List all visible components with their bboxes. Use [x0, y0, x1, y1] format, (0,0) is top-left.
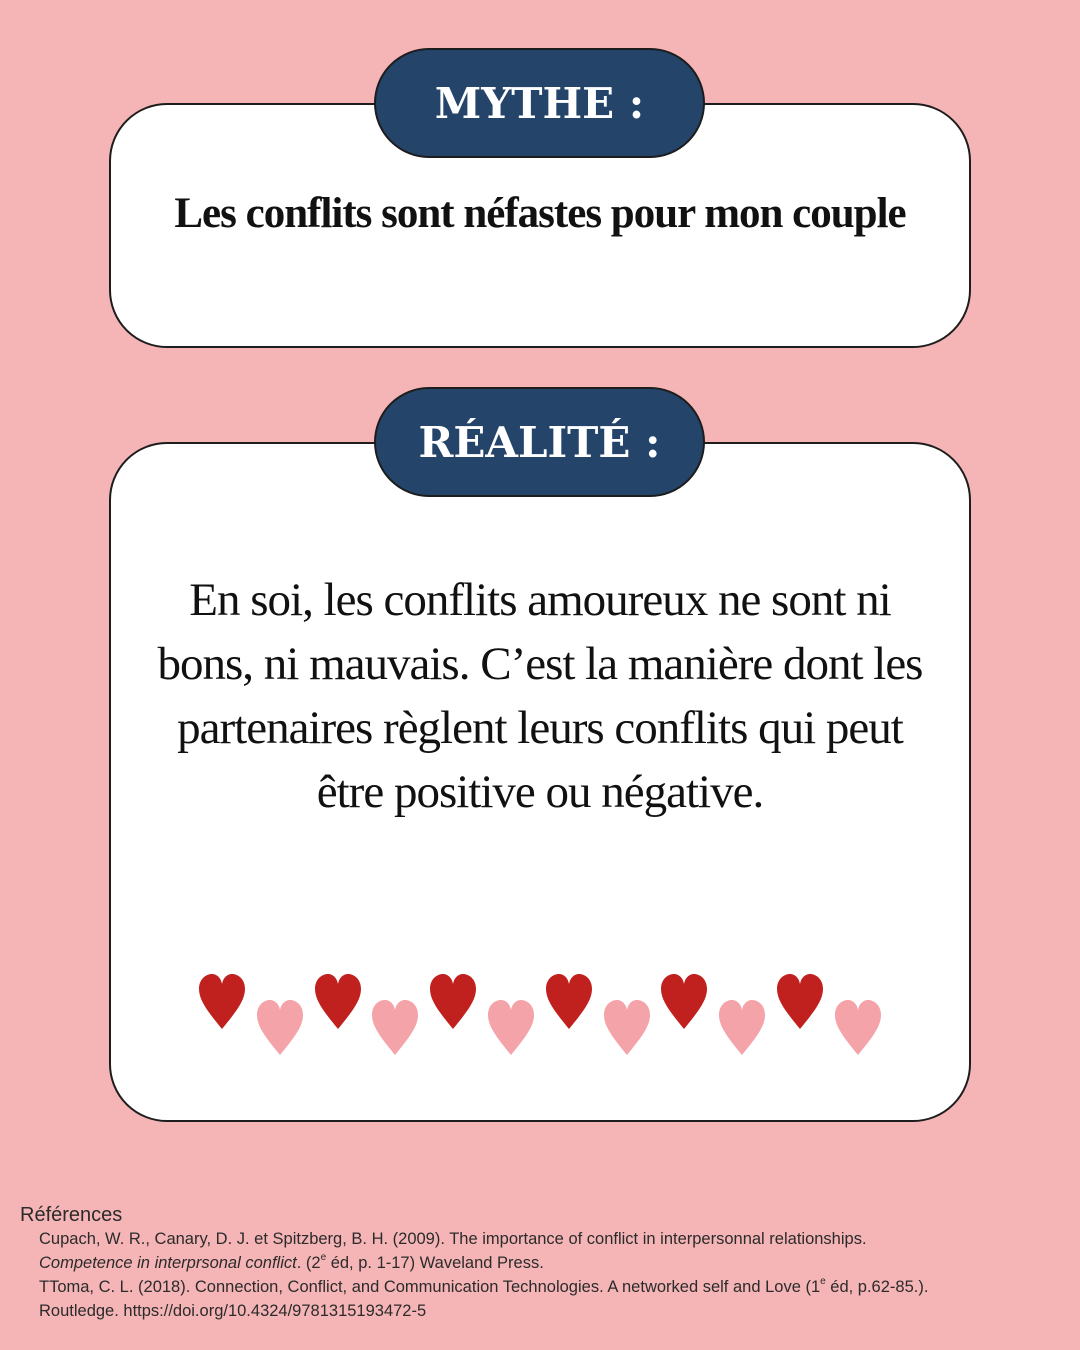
reference-1-edition-b: éd, p. 1-17) Waveland Press. — [326, 1254, 544, 1272]
myth-label-pill — [374, 48, 705, 158]
heart-dark-icon — [313, 973, 363, 1031]
reality-label-pill — [374, 387, 705, 497]
heart-light-icon — [833, 999, 883, 1057]
heart-dark-icon — [775, 973, 825, 1031]
heart-light-icon — [602, 999, 652, 1057]
reality-label: RÉALITÉ : — [418, 417, 661, 467]
reference-1-book-title: Competence in interprsonal conflict — [39, 1254, 297, 1272]
myth-label: MYTHE : — [434, 78, 645, 128]
reference-1-line-2 — [20, 1251, 1060, 1275]
heart-light-icon — [717, 999, 767, 1057]
heart-dark-icon — [428, 973, 478, 1031]
reality-text: En soi, les conflits amoureux ne sont ni bons, ni mauvais. C’est la manière dont les partenaires règlent leurs conflits qui peut être positive ou négative. — [157, 574, 923, 818]
reference-2-part-b: éd, p.62-85.). — [825, 1278, 929, 1296]
reference-1-line-1: Cupach, W. R., Canary, D. J. et Spitzberg, B. H. (2009). The importance of conflict in interpersonnal relationships. — [39, 1230, 867, 1248]
reference-1-edition-sup: e — [320, 1252, 327, 1263]
heart-dark-icon — [659, 973, 709, 1031]
heart-light-icon — [486, 999, 536, 1057]
hearts-decoration — [190, 965, 890, 1065]
heart-light-icon — [255, 999, 305, 1057]
references-title: Références — [20, 1204, 123, 1226]
reference-2-sup: e — [820, 1276, 826, 1287]
reference-2-line-1 — [20, 1275, 1060, 1299]
reference-1-edition-a: . (2 — [296, 1254, 321, 1272]
heart-dark-icon — [197, 973, 247, 1031]
heart-dark-icon — [544, 973, 594, 1031]
reference-2-line-2: Routledge. https://doi.org/10.4324/9781315193472-5 — [39, 1302, 427, 1320]
heart-light-icon — [370, 999, 420, 1057]
myth-text: Les conflits sont néfastes pour mon couple — [174, 190, 906, 237]
reference-2-part-a: TToma, C. L. (2018). Connection, Conflict, and Communication Technologies. A networked self and Love (1 — [39, 1278, 821, 1296]
references — [20, 1203, 1060, 1323]
